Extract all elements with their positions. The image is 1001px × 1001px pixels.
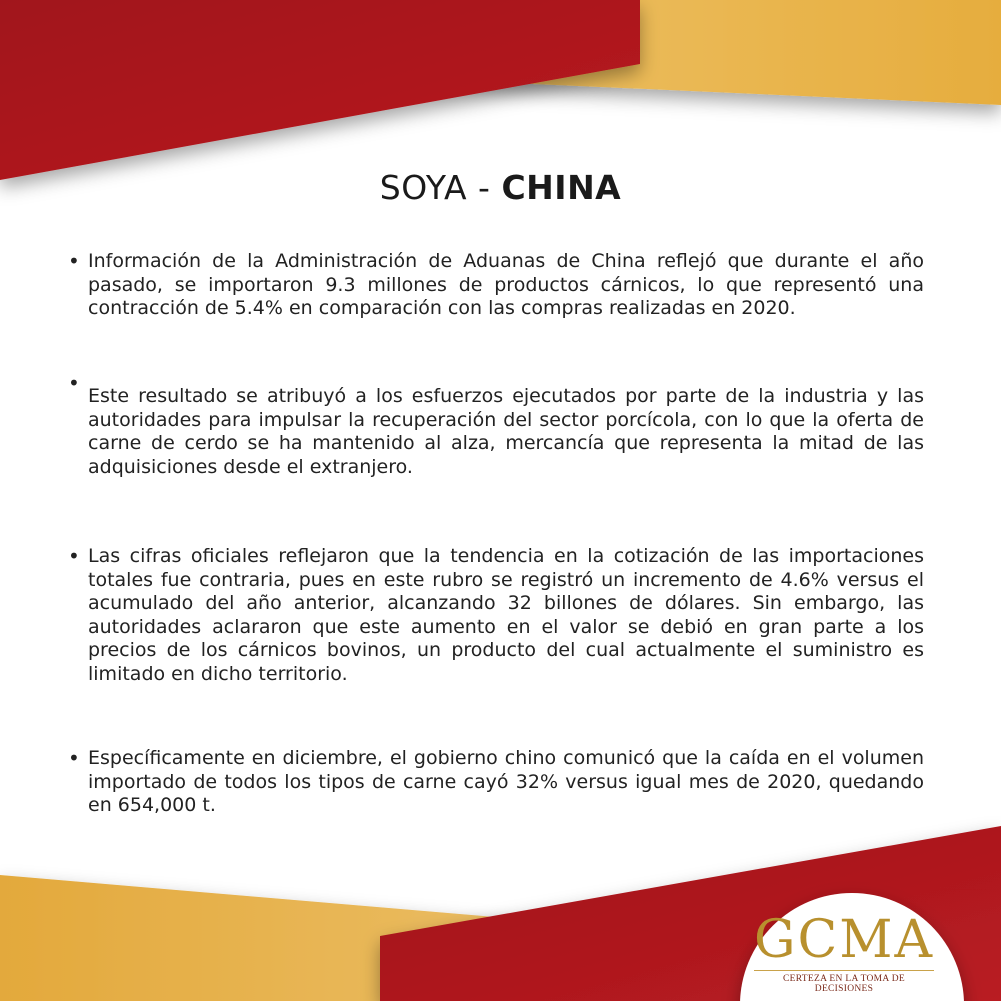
title-bold: CHINA <box>501 168 622 207</box>
logo-mark: GCMA <box>753 910 935 970</box>
top-red-wedge <box>0 0 640 180</box>
logo-tagline: CERTEZA EN LA TOMA DE DECISIONES <box>754 970 934 994</box>
bullet-icon: • <box>68 371 80 395</box>
bullet-text: Específicamente en diciembre, el gobierno chino comunicó que la caída en el volumen importado de todos los tipos de carne cayó 32% versus igual mes de 2020, quedando en 654,000 t. <box>88 747 924 816</box>
bullet-icon: • <box>68 544 80 568</box>
bullet-icon: • <box>68 746 80 770</box>
bullet-icon: • <box>68 249 80 273</box>
bullet-text: Este resultado se atribuyó a los esfuerzos ejecutados por parte de la industria y las autoridades para impulsar la recuperación del sector porcícola, con lo que la oferta de carne de cerdo se ha mantenido al alza, mercancía que representa la mitad de las adquisiciones desde el extranjero. <box>88 385 924 478</box>
bullet-text: Las cifras oficiales reflejaron que la tendencia en la cotización de las importaciones totales fue contraria, pues en este rubro se registró un incremento de 4.6% versus el acumulado del año anterior, alcanzando 32 billones de dólares. Sin embargo, las autoridades aclararon que este aumento en el valor se debió en gran parte a los precios de los cárnicos bovinos, un producto del cual actualmente el suministro es limitado en dicho territorio. <box>88 545 924 685</box>
page-title <box>0 168 1001 207</box>
title-regular: SOYA - <box>379 168 502 207</box>
bullet-text: Información de la Administración de Aduanas de China reflejó que durante el año pasado, se importaron 9.3 millones de productos cárnicos, lo que representó una contracción de 5.4% en comparación con las compras realizadas en 2020. <box>88 250 924 319</box>
gcma-logo <box>744 912 944 992</box>
